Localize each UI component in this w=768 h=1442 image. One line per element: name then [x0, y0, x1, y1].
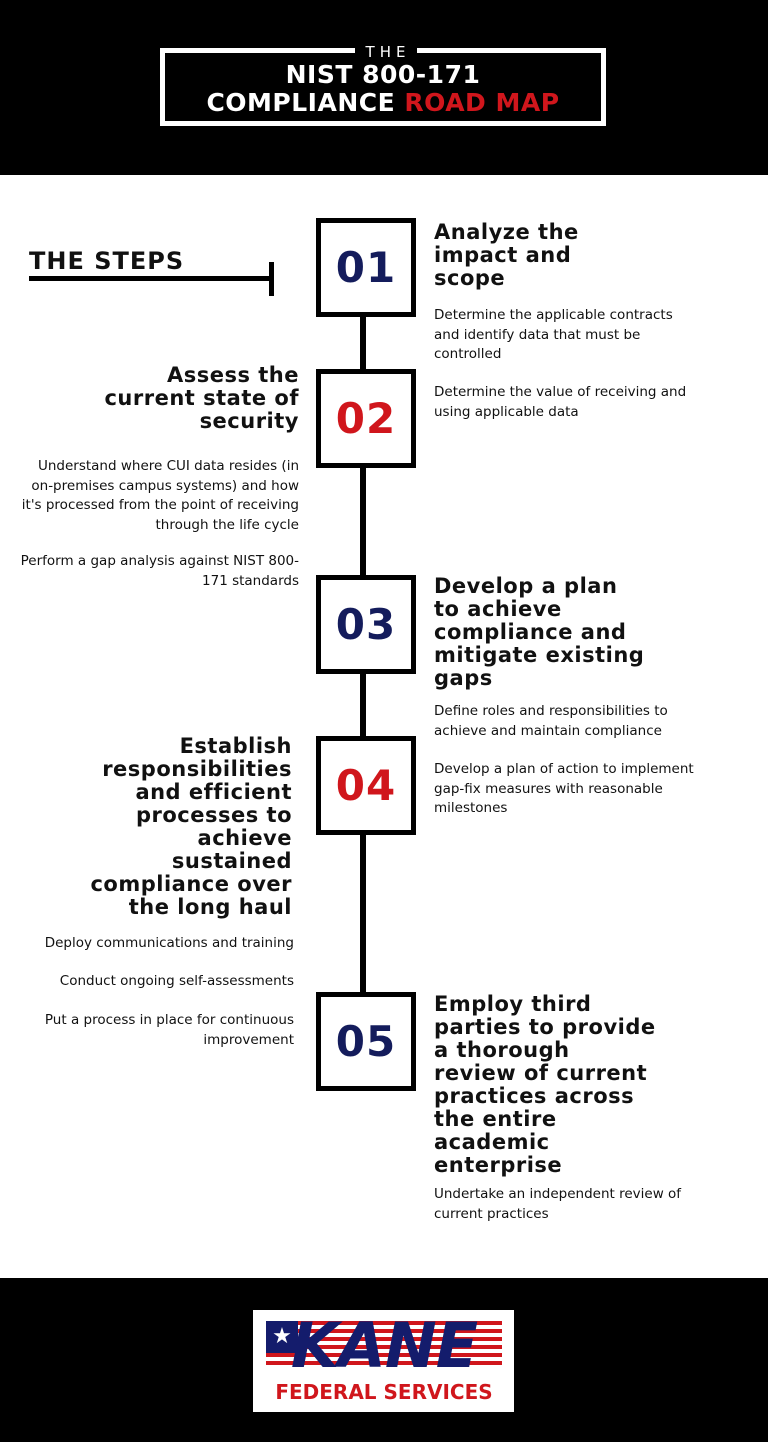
step-01-title [434, 221, 759, 290]
logo-wordmark: KANE [290, 1309, 478, 1382]
desc-line: Develop a plan of action to implement [434, 761, 694, 777]
step-05-title-line: the entire [434, 1107, 557, 1131]
desc-line: Perform a gap analysis against NIST 800- [20, 553, 299, 569]
desc-line: Undertake an independent review of [434, 1186, 682, 1202]
step-05-number: 05 [316, 992, 416, 1091]
step-01-title-line: scope [434, 266, 506, 290]
steps-underline [29, 276, 274, 281]
desc-line: and identify data that must be [434, 326, 641, 343]
title-road-map: ROAD MAP [404, 88, 560, 117]
step-05-title-line: enterprise [434, 1153, 563, 1177]
step-01-title-line: Analyze the [434, 220, 579, 244]
step-03-item-1 [434, 702, 734, 741]
step-04-title-line: compliance over [90, 872, 292, 896]
desc-line: on-premises campus systems) and how [31, 477, 299, 494]
step-02-item-2 [0, 552, 299, 591]
steps-heading: THE STEPS [29, 247, 185, 275]
desc-line: it's processed from the point of receiving [21, 497, 299, 513]
desc-line: achieve and maintain compliance [434, 722, 662, 739]
step-02-title [9, 364, 299, 433]
step-02-item-1 [0, 457, 299, 535]
step-05-title-line: review of current [434, 1061, 648, 1085]
step-03-title-line: to achieve [434, 597, 562, 621]
step-01-number: 01 [316, 218, 416, 317]
steps-underline-tick [269, 262, 274, 296]
step-04-title-line: the long haul [128, 895, 292, 919]
title-line-2 [160, 89, 606, 117]
step-01-item-1 [434, 306, 734, 365]
step-05-title-line: Employ third [434, 992, 592, 1016]
step-05-title-line: practices across [434, 1084, 635, 1108]
step-02-title-line: Assess the [166, 363, 299, 387]
desc-line: Deploy communications and training [44, 935, 294, 951]
desc-line: Define roles and responsibilities to [434, 703, 668, 719]
step-05-title-line: parties to provide [434, 1015, 656, 1039]
step-03-number: 03 [316, 575, 416, 674]
step-03-title-line: gaps [434, 666, 493, 690]
step-02-title-line: security [199, 409, 299, 433]
step-04-item-2 [4, 972, 294, 992]
desc-line: Understand where CUI data resides (in [37, 458, 299, 474]
step-04-title [7, 735, 292, 919]
step-03-title-line: Develop a plan [434, 574, 618, 598]
step-04-title-line: processes to [135, 803, 292, 827]
step-05-item-1 [434, 1185, 734, 1224]
step-04-item-3 [4, 1011, 294, 1050]
title-compliance: COMPLIANCE [206, 88, 405, 117]
desc-line: Put a process in place for continuous [44, 1012, 294, 1028]
desc-line: milestones [434, 800, 508, 816]
step-03-title-line: compliance and [434, 620, 627, 644]
desc-line: controlled [434, 346, 502, 362]
step-05-title-line: academic [434, 1130, 550, 1154]
step-03-title-line: mitigate existing [434, 643, 645, 667]
desc-line: Determine the value of receiving and [434, 384, 687, 400]
step-02-number: 02 [316, 369, 416, 468]
step-04-item-1 [4, 934, 294, 954]
step-02-title-line: current state of [104, 386, 299, 410]
title-the: THE [355, 42, 417, 62]
step-05-title [434, 993, 759, 1177]
title-line-1: NIST 800-171 [285, 60, 481, 89]
step-03-item-2 [434, 760, 734, 819]
desc-line: 171 standards [202, 572, 299, 589]
desc-line: using applicable data [434, 403, 579, 420]
step-04-title-line: achieve [197, 826, 292, 850]
logo-subtitle: FEDERAL SERVICES [275, 1380, 493, 1404]
desc-line: current practices [434, 1205, 549, 1222]
step-04-title-line: Establish [179, 734, 292, 758]
step-03-title [434, 575, 759, 690]
desc-line: Determine the applicable contracts [434, 307, 673, 323]
desc-line: improvement [203, 1031, 294, 1048]
star-icon: ★ [266, 1321, 298, 1353]
step-04-title-line: responsibilities [102, 757, 292, 781]
desc-line: Conduct ongoing self-assessments [59, 973, 294, 989]
step-05-title-line: a thorough [434, 1038, 570, 1062]
step-01-title-line: impact and [434, 243, 572, 267]
step-04-number: 04 [316, 736, 416, 835]
step-01-item-2 [434, 383, 734, 422]
step-04-title-line: and efficient [135, 780, 292, 804]
desc-line: gap-fix measures with reasonable [434, 780, 663, 797]
desc-line: through the life cycle [155, 516, 299, 533]
step-04-title-line: sustained [171, 849, 292, 873]
